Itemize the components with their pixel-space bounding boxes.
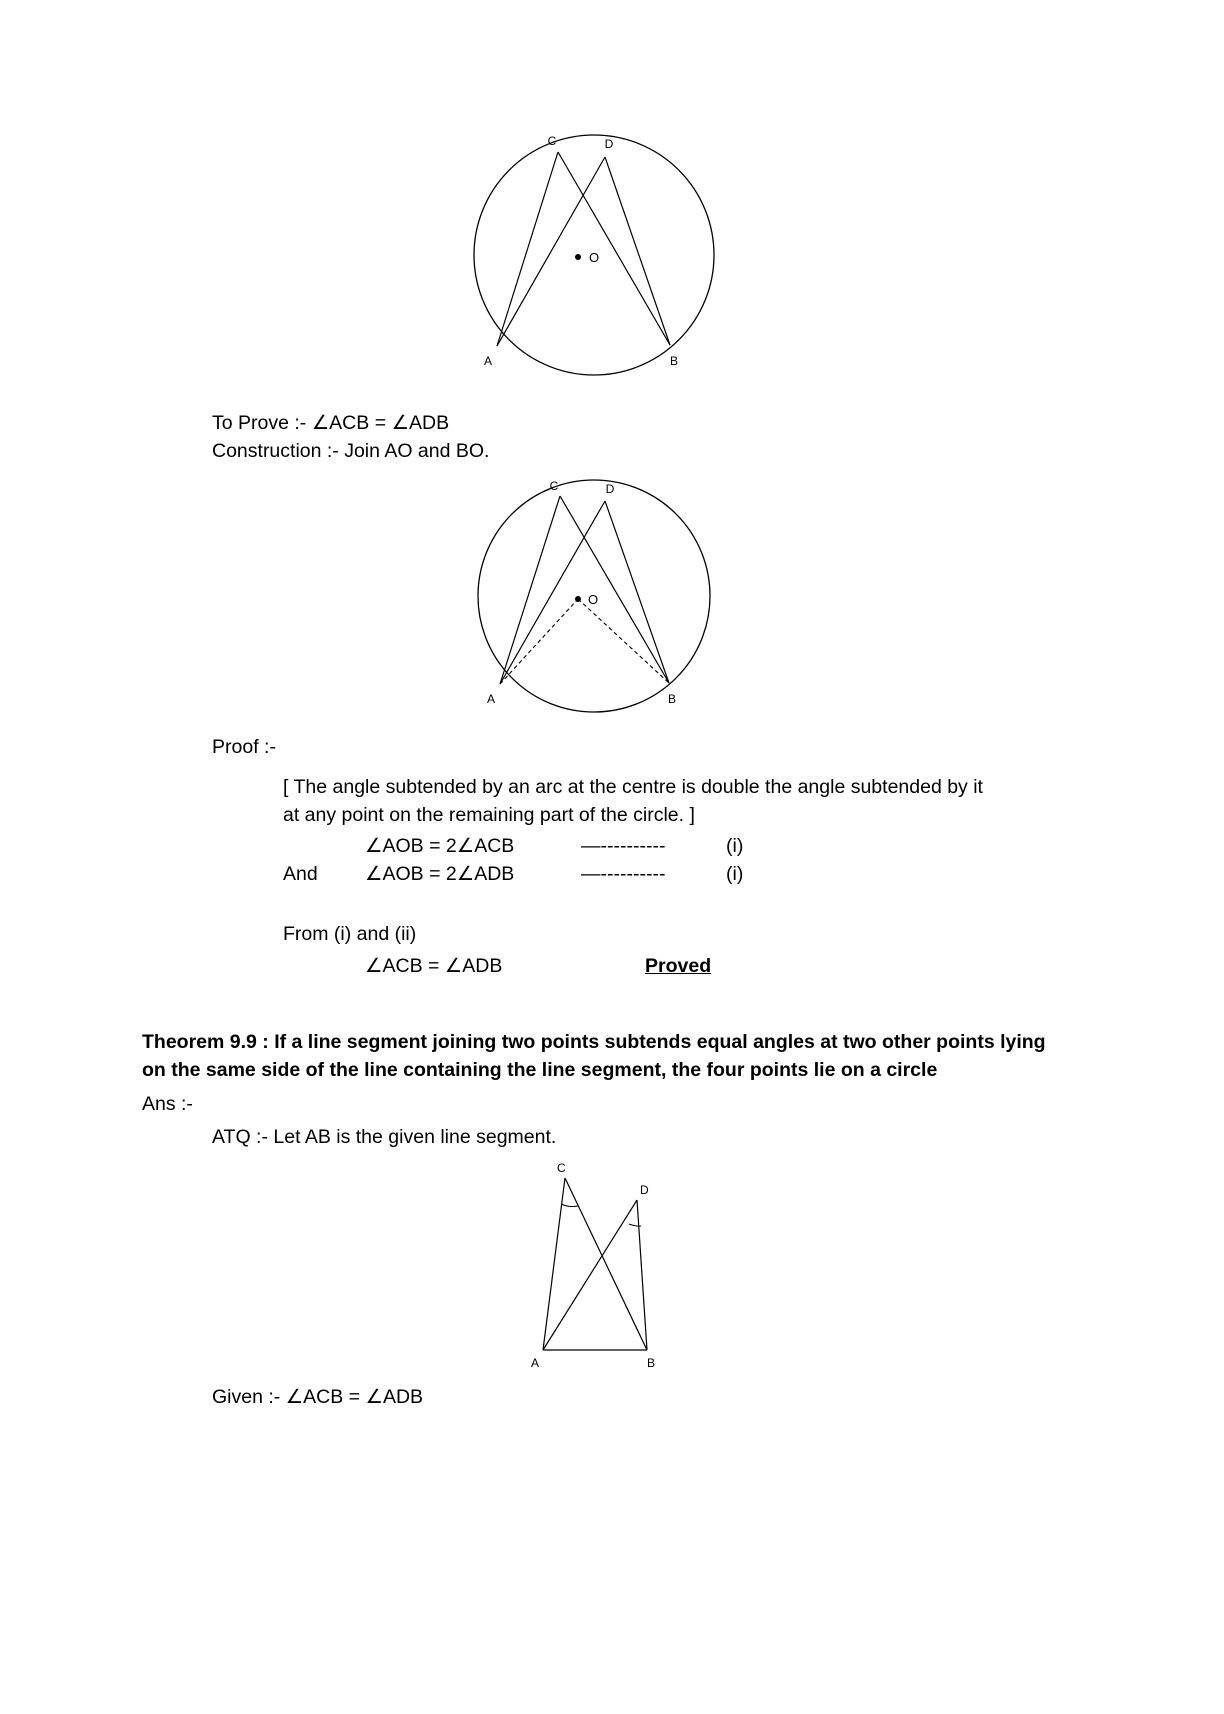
segment-DB bbox=[637, 1200, 647, 1350]
angle-arc-C bbox=[561, 1204, 578, 1207]
label-C: C bbox=[547, 134, 557, 148]
eq1-dash: —---------- bbox=[581, 835, 666, 858]
circle-diagram-1 bbox=[462, 130, 762, 390]
eq1-number: (i) bbox=[726, 835, 744, 858]
label-A: A bbox=[531, 1356, 540, 1371]
proof-label: Proof :- bbox=[212, 736, 276, 759]
label-D: D bbox=[604, 137, 614, 151]
from-line: From (i) and (ii) bbox=[283, 922, 417, 945]
segment-CA bbox=[497, 152, 558, 346]
segment-CA bbox=[500, 496, 560, 684]
to-prove-line: To Prove :- ∠ACB = ∠ADB bbox=[212, 412, 450, 434]
eq2-expression: ∠AOB = 2∠ADB bbox=[365, 863, 515, 886]
label-B: B bbox=[670, 354, 679, 368]
segment-DB bbox=[605, 157, 670, 345]
label-D: D bbox=[640, 1183, 649, 1198]
label-C: C bbox=[549, 479, 559, 494]
eq2-and: And bbox=[283, 863, 318, 886]
conclusion-prefix bbox=[283, 953, 365, 981]
label-O: O bbox=[589, 250, 600, 265]
theorem-heading: Theorem 9.9 : If a line segment joining two points subtends equal angles at two other points lying on the same side of the line containing the line segment, the four points lie on a circle bbox=[142, 1031, 1046, 1082]
circle-diagram-2 bbox=[462, 479, 762, 724]
label-A: A bbox=[484, 354, 493, 368]
centre-point bbox=[575, 254, 581, 260]
segment-DB bbox=[605, 501, 669, 683]
label-C: C bbox=[557, 1161, 566, 1176]
ans-label: Ans :- bbox=[142, 1092, 193, 1115]
segment-CB bbox=[560, 496, 669, 683]
atq-line: ATQ :- Let AB is the given line segment. bbox=[212, 1126, 557, 1149]
construction-line: Construction :- Join AO and BO. bbox=[212, 439, 490, 462]
label-D: D bbox=[605, 482, 615, 497]
label-A: A bbox=[487, 692, 496, 707]
centre-point bbox=[575, 596, 581, 602]
label-B: B bbox=[668, 692, 677, 707]
eq2-number: (i) bbox=[726, 863, 744, 886]
segment-BO-dashed bbox=[578, 599, 669, 683]
label-B: B bbox=[647, 1356, 656, 1371]
document-page bbox=[0, 130, 1224, 1714]
equation-row-2 bbox=[283, 861, 1224, 889]
segment-AO-dashed bbox=[500, 599, 578, 684]
segment-DA bbox=[543, 1200, 637, 1350]
segment-CB bbox=[558, 152, 670, 345]
quadrilateral-diagram bbox=[477, 1160, 747, 1380]
eq1-prefix bbox=[283, 833, 365, 861]
label-O: O bbox=[588, 592, 599, 608]
conclusion-expression: ∠ACB = ∠ADB bbox=[365, 954, 503, 977]
proved-label: Proved bbox=[645, 954, 712, 977]
figure-1-container bbox=[0, 130, 1224, 390]
bracket-line-1: [ The angle subtended by an arc at the centre is double the angle subtended by it bbox=[283, 776, 983, 799]
bracket-line-2: at any point on the remaining part of the circle. ] bbox=[283, 803, 695, 826]
conclusion-row bbox=[283, 953, 1224, 981]
eq1-expression: ∠AOB = 2∠ACB bbox=[365, 835, 515, 858]
equation-row-1 bbox=[283, 833, 1224, 861]
figure-2-container bbox=[0, 479, 1224, 724]
eq2-dash: —---------- bbox=[581, 863, 666, 886]
given-line: Given :- ∠ACB = ∠ADB bbox=[212, 1386, 424, 1409]
figure-3-container bbox=[0, 1160, 1224, 1380]
